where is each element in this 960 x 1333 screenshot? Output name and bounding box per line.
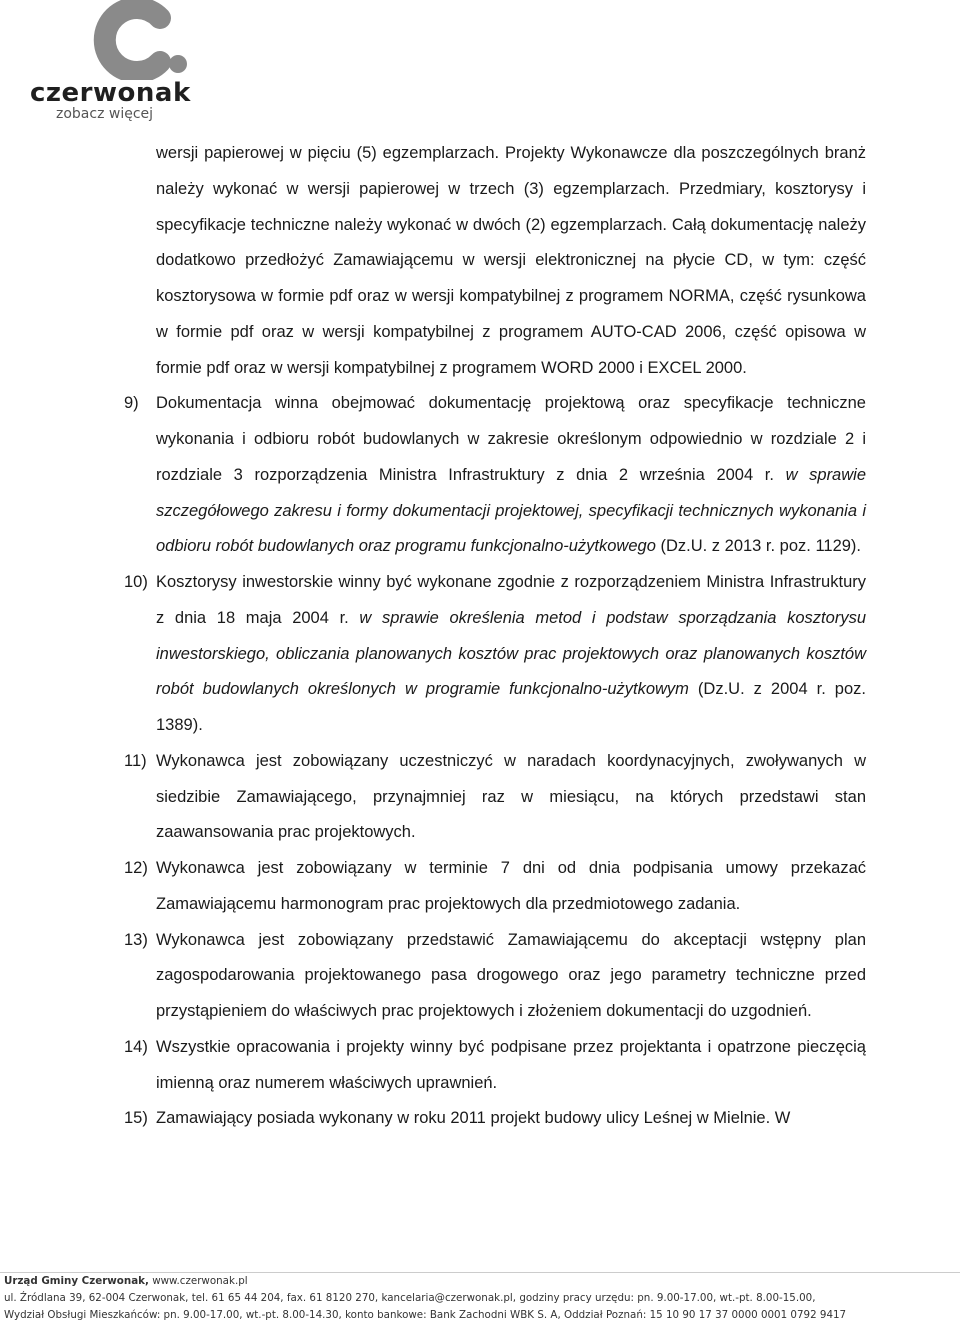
document-body: [124, 136, 866, 1137]
list-item: [124, 565, 866, 744]
list-item-text: Wykonawca jest zobowiązany uczestniczyć w naradach koordynacyjnych, zwoływanych w siedzibie Zamawiającego, przynajmniej raz w miesiącu, na których przedstawi stan zaawansowania prac projektowych.: [156, 751, 866, 842]
list-item-number: 12): [124, 859, 148, 877]
list-item: [124, 923, 866, 1030]
list-item-text: Wykonawca jest zobowiązany przedstawić Zamawiającemu do akceptacji wstępny plan zagospodarowania projektowanego pasa drogowego oraz jego parametry techniczne przed przystąpieniem do właściwych prac projektowych i złożeniem dokumentacji do uzgodnień.: [156, 930, 866, 1020]
list-item-text: Kosztorysy inwestorskie winny być wykonane zgodnie z rozporządzeniem Ministra Infrastruktury z dnia 18 maja 2004 r.: [156, 573, 866, 627]
list-item-citation: (Dz.U. z 2004 r. poz. 1389).: [156, 680, 866, 734]
regulation-title: w sprawie określenia metod i podstaw sporządzania kosztorysu inwestorskiego, obliczania planowanych kosztów prac projektowych oraz planowanych kosztów robót budowlanych określonych w programie funkcjonalno-użytkowym: [156, 608, 866, 699]
list-item: [124, 744, 866, 851]
list-item-number: 10): [124, 573, 148, 591]
list-item-text: Wykonawca jest zobowiązany w terminie 7 dni od dnia podpisania umowy przekazać Zamawiającemu harmonogram prac projektowych dla przedmiotowego zadania.: [156, 859, 866, 913]
list-item-citation: (Dz.U. z 2013 r. poz. 1129).: [655, 537, 862, 556]
logo-tagline: zobacz więcej: [56, 106, 154, 122]
list-item: [124, 1030, 866, 1102]
list-item-text: Wszystkie opracowania i projekty winny być podpisane przez projektanta i opatrzone pieczęcią imienną oraz numerem właściwych uprawnień.: [156, 1037, 866, 1092]
footer-office-name: Urząd Gminy Czerwonak,: [4, 1275, 149, 1287]
list-item-number: 15): [124, 1109, 148, 1128]
page-footer: [0, 1272, 960, 1333]
footer-line-office: [0, 1273, 960, 1290]
list-item-number: 9): [124, 394, 139, 413]
list-item-number: 11): [124, 751, 147, 770]
list-item-text: Zamawiający posiada wykonany w roku 2011 projekt budowy ulicy Leśnej w Mielnie. W: [156, 1109, 791, 1128]
logo-c-mark-icon: [70, 0, 200, 80]
footer-line-address: ul. Źródlana 39, 62-004 Czerwonak, tel. 61 65 44 204, fax. 61 8120 270, kancelaria@czerwonak.pl, godziny pracy urzędu: pn. 9.00-17.00, wt.-pt. 8.00-15.00,: [4, 1292, 816, 1304]
czerwonak-logo: [30, 0, 200, 128]
footer-website: www.czerwonak.pl: [148, 1275, 248, 1287]
list-item-number: 14): [124, 1037, 148, 1056]
regulation-title: w sprawie szczegółowego zakresu i formy dokumentacji projektowej, specyfikacji technicznych wykonania i odbioru robót budowlanych oraz programu funkcjonalno-użytkowego: [156, 465, 866, 556]
list-item: [124, 386, 866, 565]
intro-paragraph: wersji papierowej w pięciu (5) egzemplarzach. Projekty Wykonawcze dla poszczególnych branż należy wykonać w wersji papierowej w trzech (3) egzemplarzach. Przedmiary, kosztorysy i specyfikacje techniczne należy wykonać w dwóch (2) egzemplarzach. Całą dokumentację należy dodatkowo przedłożyć Zamawiającemu w wersji elektronicznej na płycie CD, w tym: część kosztorysowa w formie pdf oraz w wersji kompatybilnej z programem NORMA, część rysunkowa w formie pdf oraz w wersji kompatybilnej z programem AUTO-CAD 2006, część opisowa w formie pdf oraz w wersji kompatybilnej z programem WORD 2000 i EXCEL 2000.: [156, 144, 866, 377]
footer-line-bank: Wydział Obsługi Mieszkańców: pn. 9.00-17.00, wt.-pt. 8.00-14.30, konto bankowe: Bank Zachodni WBK S. A, Oddział Poznań: 15 10 90 17 37 0000 0001 0792 9417: [4, 1309, 847, 1321]
list-item-text: Dokumentacja winna obejmować dokumentację projektową oraz specyfikacje techniczne wykonania i odbioru robót budowlanych w zakresie określonym odpowiednio w rozdziale 2 i rozdziale 3 rozporządzenia Ministra Infrastruktury z dnia 2 września 2004 r.: [156, 394, 866, 484]
logo-name: czerwonak: [30, 78, 191, 108]
list-item-number: 13): [124, 930, 148, 949]
list-item: [124, 1101, 866, 1137]
list-item: [124, 851, 866, 923]
